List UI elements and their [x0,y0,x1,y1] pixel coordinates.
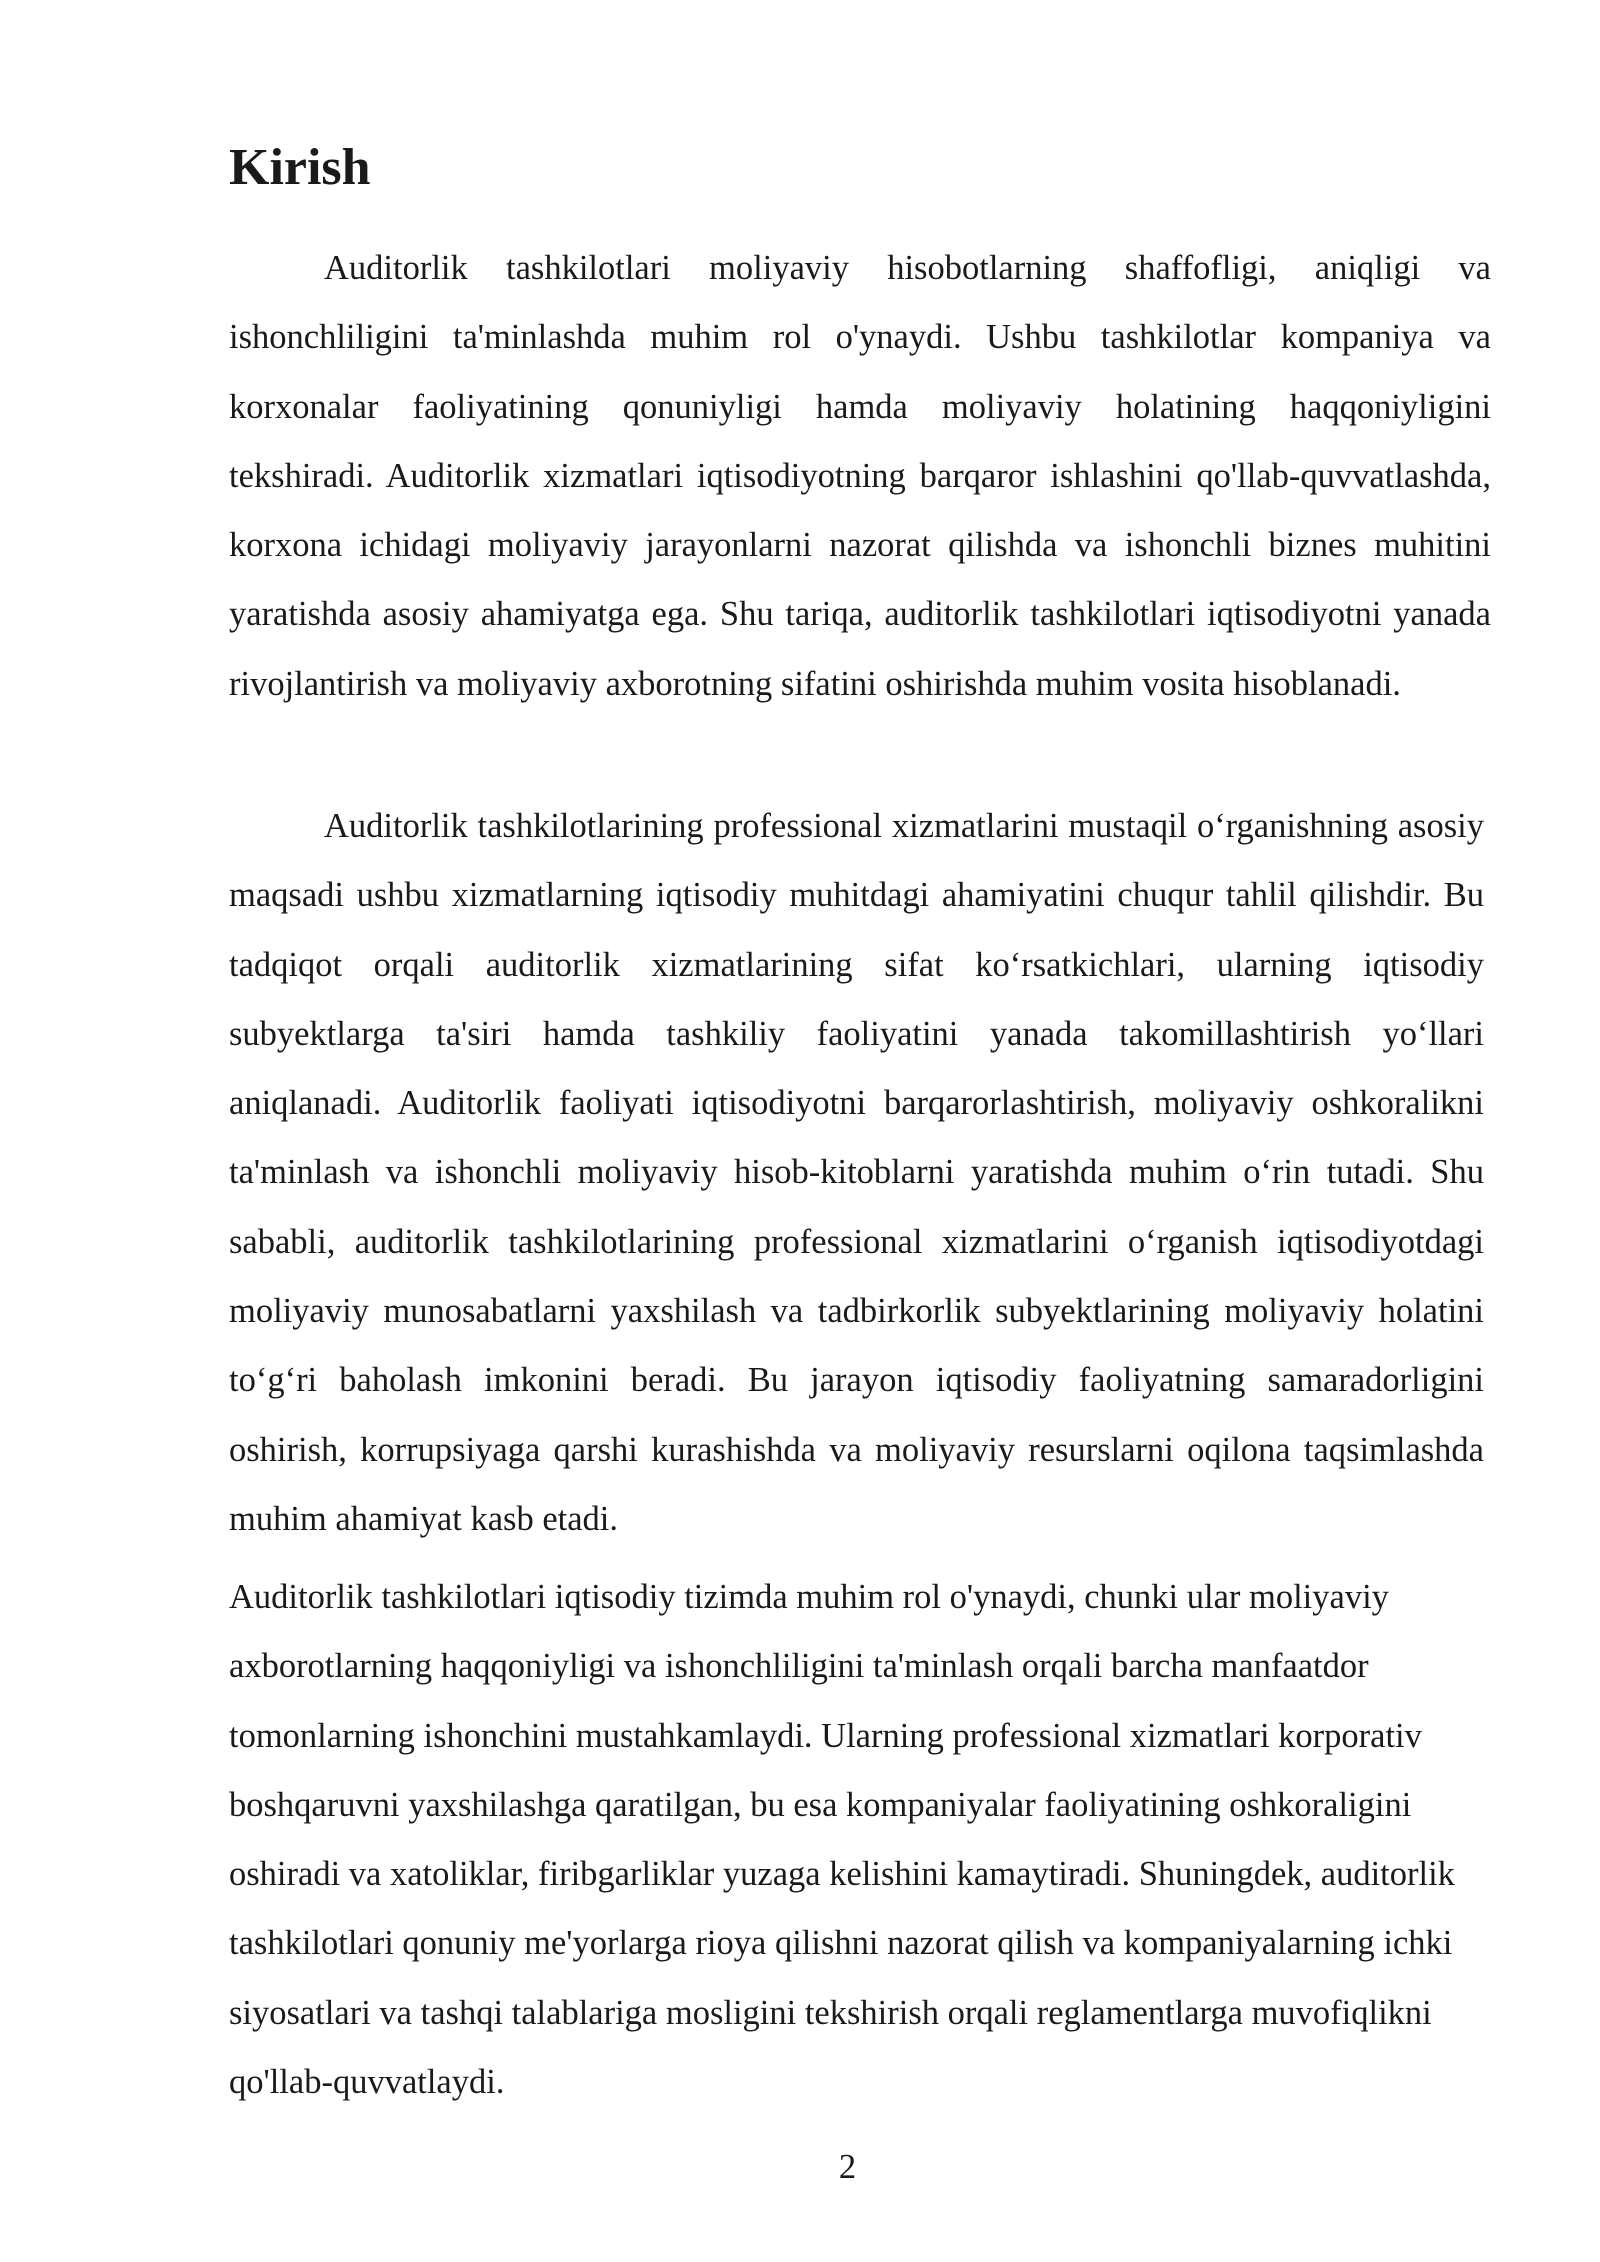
page-number: 2 [838,2148,857,2186]
paragraph-1: Auditorlik tashkilotlari moliyaviy hisobotlarning shaffofligi, aniqligi va ishonchliligini ta'minlashda muhim rol o'ynaydi. Ushbu tashkilotlar kompaniya va korxonalar faoliyatining qonuniyligi hamda moliyaviy holatining haqqoniyligini tekshiradi. Auditorlik xizmatlari iqtisodiyotning barqaror ishlashini qo'llab-quvvatlashda, korxona ichidagi moliyaviy jarayonlarni nazorat qilishda va ishonchli biznes muhitini yaratishda asosiy ahamiyatga ega. Shu tariqa, auditorlik tashkilotlari iqtisodiyotni yanada rivojlantirish va moliyaviy axborotning sifatini oshirishda muhim vosita hisoblanadi. [229,249,1491,703]
section-heading: Kirish [229,139,371,196]
document-page [229,0,1491,2262]
paragraph-2: Auditorlik tashkilotlarining professional xizmatlarini mustaqil o‘rganishning asosiy maqsadi ushbu xizmatlarning iqtisodiy muhitdagi ahamiyatini chuqur tahlil qilishdir. Bu tadqiqot orqali auditorlik xizmatlarining sifat ko‘rsatkichlari, ularning iqtisodiy subyektlarga ta'siri hamda tashkiliy faoliyatini yanada takomillashtirish yo‘llari aniqlanadi. Auditorlik faoliyati iqtisodiyotni barqarorlashtirish, moliyaviy oshkoralikni ta'minlash va ishonchli moliyaviy hisob-kitoblarni yaratishda muhim o‘rin tutadi. Shu sababli, auditorlik tashkilotlarining professional xizmatlarini o‘rganish iqtisodiyotdagi moliyaviy munosabatlarni yaxshilash va tadbirkorlik subyektlarining moliyaviy holatini to‘g‘ri baholash imkonini beradi. Bu jarayon iqtisodiy faoliyatning samaradorligini oshirish, korrupsiyaga qarshi kurashishda va moliyaviy resurslarni oqilona taqsimlashda muhim ahamiyat kasb etadi. [229,807,1484,1538]
paragraph-3: Auditorlik tashkilotlari iqtisodiy tizimda muhim rol o'ynaydi, chunki ular moliyaviy axborotlarning haqqoniyligi va ishonchliligini ta'minlash orqali barcha manfaatdor tomonlarning ishonchini mustahkamlaydi. Ularning professional xizmatlari korporativ boshqaruvni yaxshilashga qaratilgan, bu esa kompaniyalar faoliyatining oshkoraligini oshiradi va xatoliklar, firibgarliklar yuzaga kelishini kamaytiradi. Shuningdek, auditorlik tashkilotlari qonuniy me'yorlarga rioya qilishni nazorat qilish va kompaniyalarning ichki siyosatlari va tashqi talablariga mosligini tekshirish orqali reglamentlarga muvofiqlikni qo'llab-quvvatlaydi. [229,1578,1455,2102]
